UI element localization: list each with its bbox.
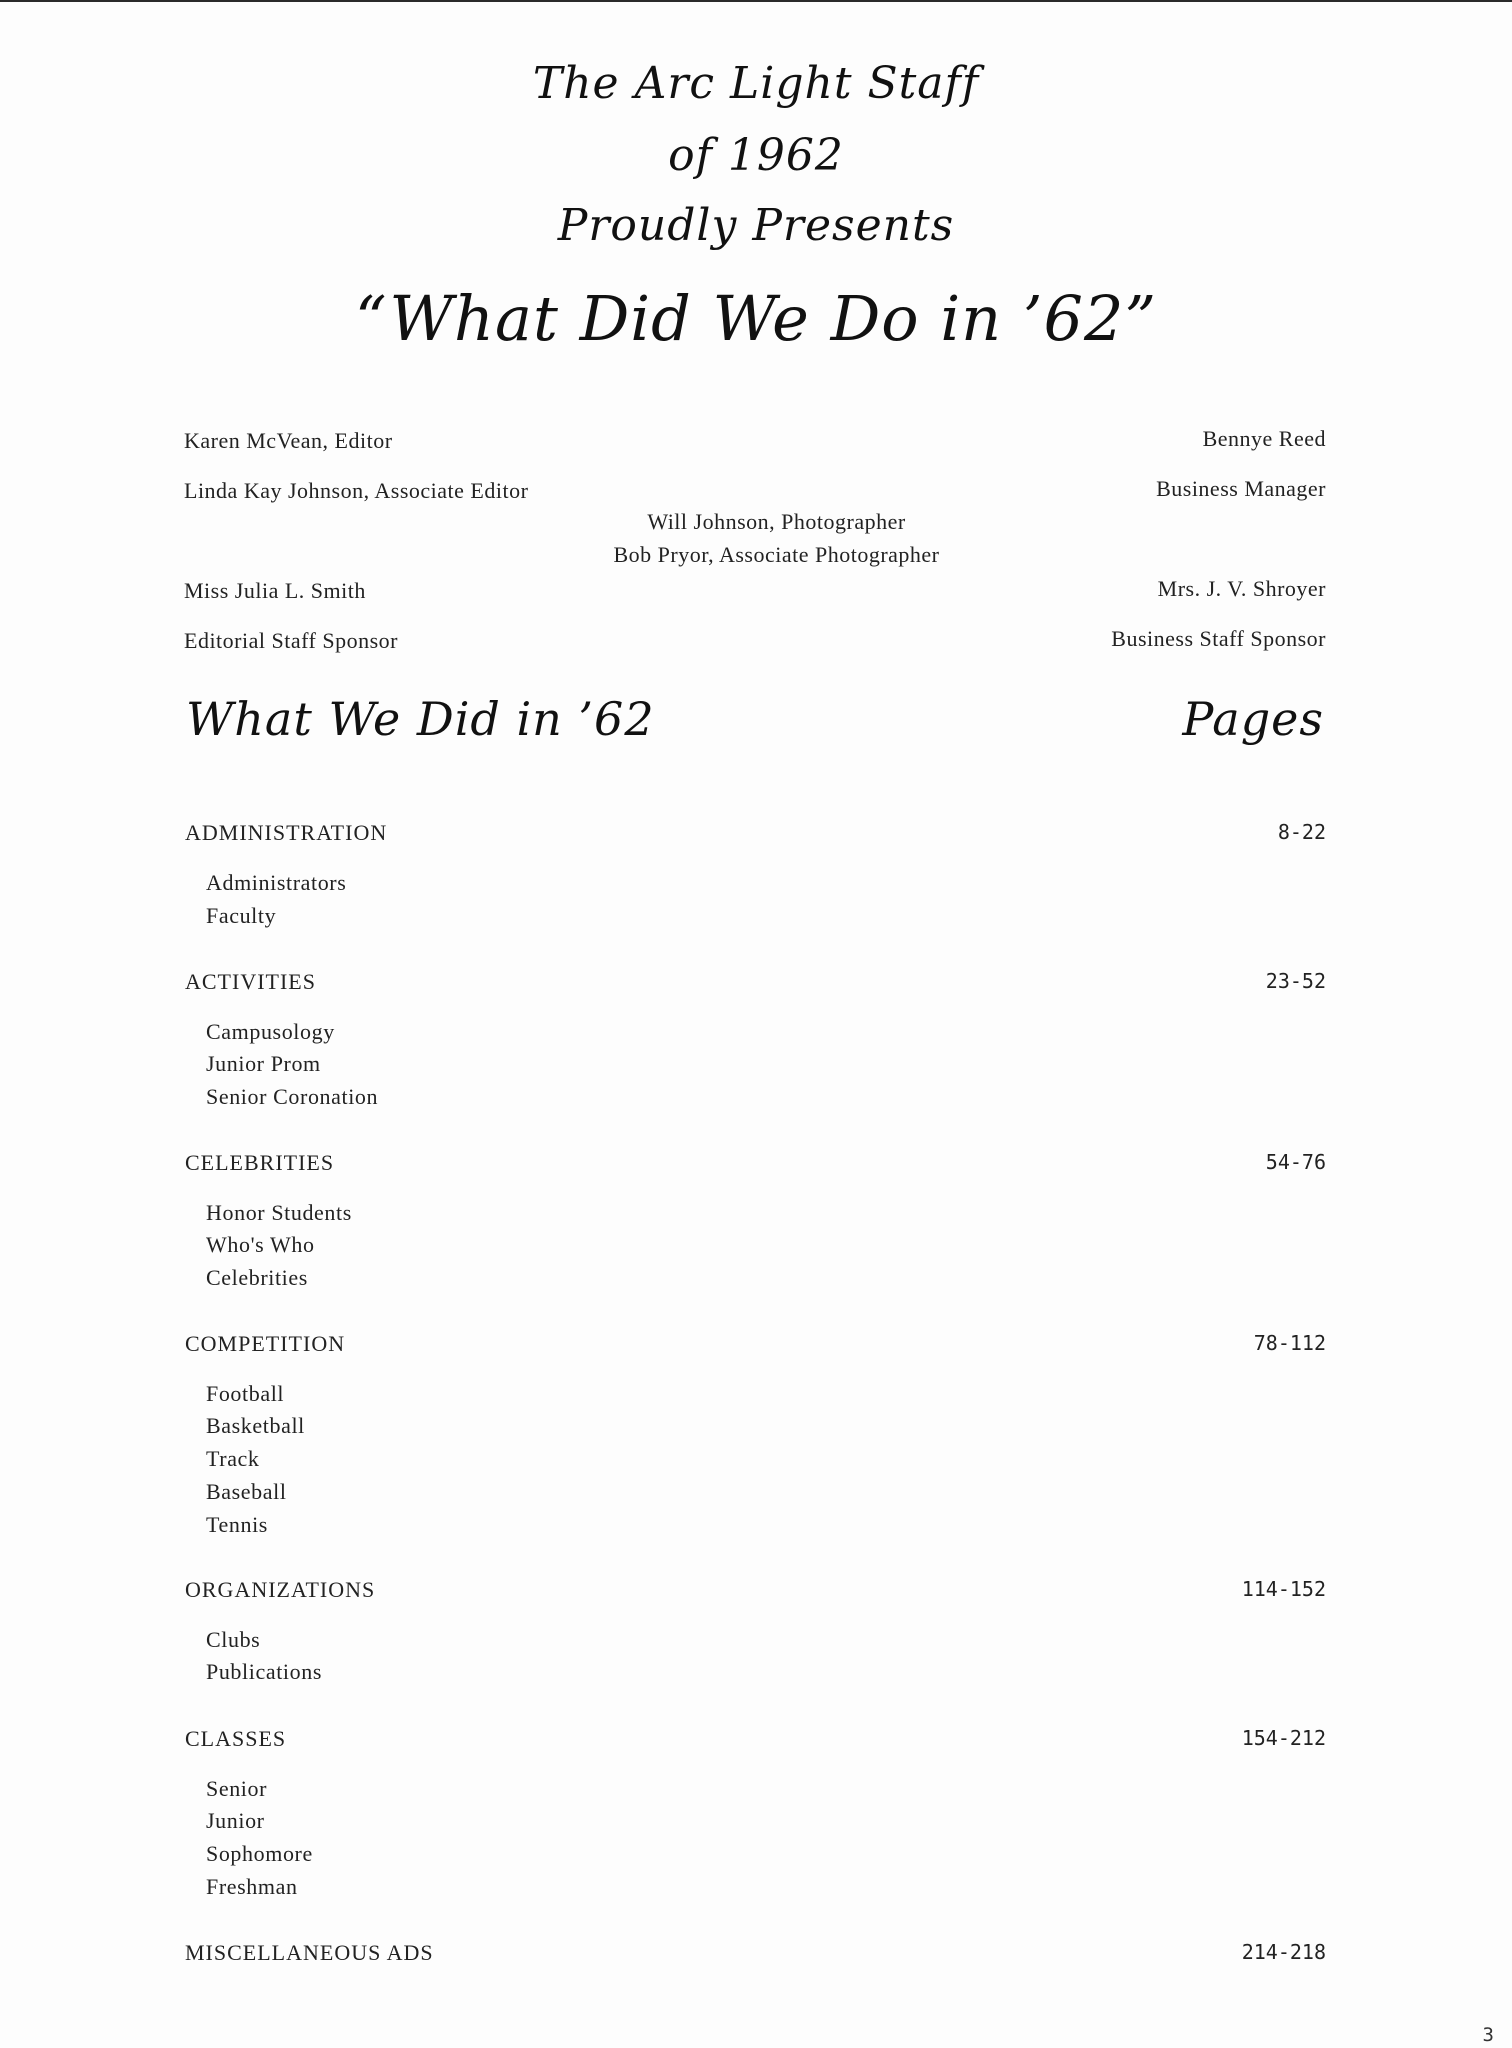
toc-sub-item: Campusology [206,1019,335,1044]
toc-section-title: CELEBRITIES [185,1150,335,1175]
scan-edge [0,0,1512,2]
toc-section-pages: 114-152 [1241,1577,1326,1601]
toc-sub-item: Publications [206,1659,322,1684]
toc-sub-item: Sophomore [206,1841,313,1866]
toc-sub-item: Honor Students [206,1200,352,1225]
photographer-credit: Will Johnson, Photographer [647,509,906,534]
toc-sub-item: Faculty [206,903,277,928]
toc-sub-item: Senior [206,1776,268,1801]
page-number: 3 [1482,2024,1494,2046]
toc-sub-item: Clubs [206,1627,261,1652]
toc-section-pages: 23-52 [1265,969,1326,993]
toc-sub-item: Who's Who [206,1232,315,1257]
business-manager-role: Business Manager [1156,476,1326,501]
toc-sub-item: Junior [206,1808,265,1833]
toc-section-pages: 78-112 [1253,1331,1326,1355]
header-line-presents: Proudly Presents [557,200,955,251]
associate-photographer-credit: Bob Pryor, Associate Photographer [613,542,940,567]
associate-editor-credit: Linda Kay Johnson, Associate Editor [184,478,529,503]
toc-section-title: ACTIVITIES [185,969,316,994]
toc-section-pages: 154-212 [1241,1726,1326,1750]
toc-section-title: CLASSES [185,1726,287,1751]
toc-section-pages: 8-22 [1277,820,1326,844]
toc-sub-item: Celebrities [206,1265,308,1290]
page-title: “What Did We Do in ’62” [354,282,1158,355]
editorial-sponsor-role: Editorial Staff Sponsor [184,628,398,653]
toc-section-pages: 54-76 [1265,1150,1326,1174]
toc-sub-item: Freshman [206,1874,298,1899]
toc-section-title: ADMINISTRATION [185,820,388,845]
toc-section-title: COMPETITION [185,1331,346,1356]
toc-sub-item: Tennis [206,1512,268,1537]
toc-section-pages: 214-218 [1241,1940,1326,1964]
toc-sub-item: Basketball [206,1413,305,1438]
editor-credit: Karen McVean, Editor [184,428,393,453]
header-line-year: of 1962 [668,130,844,181]
toc-sub-item: Baseball [206,1479,287,1504]
header-line-staff: The Arc Light Staff [532,58,980,109]
business-sponsor-role: Business Staff Sponsor [1111,626,1326,651]
toc-section-title: MISCELLANEOUS ADS [185,1940,434,1965]
toc-sub-item: Senior Coronation [206,1084,379,1109]
toc-sub-item: Administrators [206,870,347,895]
business-sponsor-name: Mrs. J. V. Shroyer [1157,576,1326,601]
toc-sub-item: Football [206,1381,285,1406]
editorial-sponsor-name: Miss Julia L. Smith [184,578,366,603]
toc-section-title: ORGANIZATIONS [185,1577,376,1602]
toc-sub-item: Junior Prom [206,1051,321,1076]
pages-heading: Pages [1182,692,1324,746]
business-manager-name: Bennye Reed [1202,426,1326,451]
toc-sub-item: Track [206,1446,260,1471]
contents-heading: What We Did in ’62 [186,692,655,746]
